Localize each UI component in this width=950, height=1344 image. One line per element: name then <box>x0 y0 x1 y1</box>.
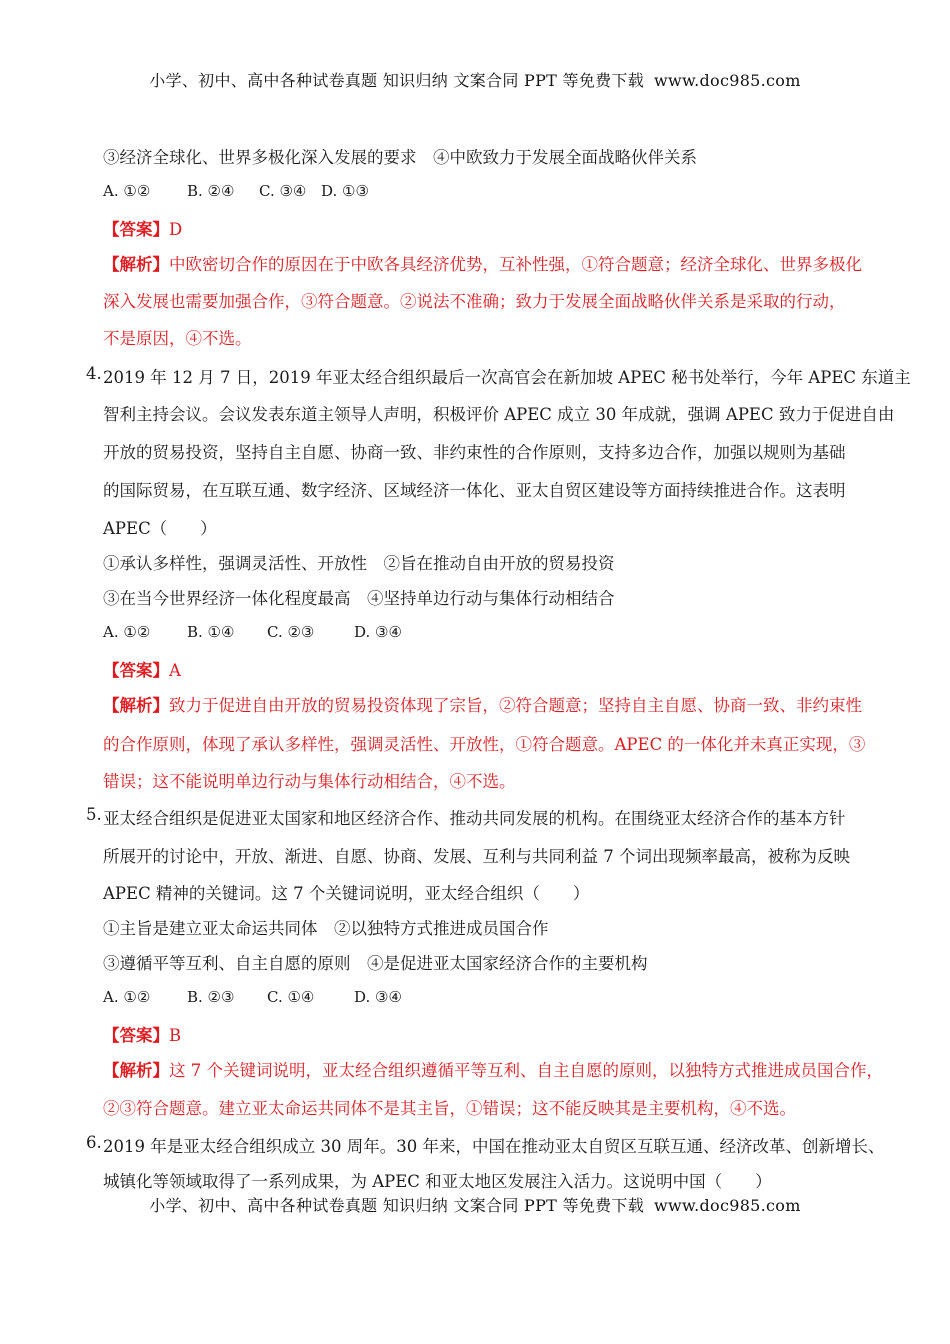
q4-statement-line-1: ①承认多样性，强调灵活性、开放性 ②旨在推动自由开放的贸易投资 <box>103 554 615 573</box>
q3-analysis-text-1: 中欧密切合作的原因在于中欧各具经济优势，互补性强，①符合题意；经济全球化、世界多极化 <box>169 255 862 274</box>
q4-answer <box>103 657 181 681</box>
q4-option-d: D. ③④ <box>354 623 402 641</box>
q3-option-d: D. ①③ <box>321 182 369 200</box>
q5-option-a: A. ①② <box>103 988 151 1006</box>
q6-stem-line-1 <box>86 1133 885 1157</box>
q4-option-a: A. ①② <box>103 623 151 641</box>
footer-text: 小学、初中、高中各种试卷真题 知识归纳 文案合同 PPT 等免费下载 <box>149 1196 645 1215</box>
footer-url[interactable]: www.doc985.com <box>654 1196 801 1215</box>
q5-answer-value: B <box>169 1026 182 1045</box>
q5-analysis-line-1 <box>103 1057 883 1081</box>
q3-option-c: C. ③④ <box>259 182 307 200</box>
q5-stem-line-3: APEC 精神的关键词。这 7 个关键词说明，亚太经合组织（ ） <box>103 884 590 903</box>
q5-stem-line-1 <box>86 805 846 829</box>
q4-option-b: B. ①④ <box>187 623 235 641</box>
q5-answer <box>103 1022 181 1046</box>
q6-stem-line-2: 城镇化等领域取得了一系列成果，为 APEC 和亚太地区发展注入活力。这说明中国（ ） <box>103 1172 772 1191</box>
q4-stem-line-2: 智利主持会议。会议发表东道主领导人声明，积极评价 APEC 成立 30 年成就，强调 APEC 致力于促进自由 <box>103 405 895 424</box>
q5-options <box>103 988 402 1006</box>
q4-options <box>103 623 402 641</box>
q4-analysis-line-2: 的合作原则，体现了承认多样性，强调灵活性、开放性，①符合题意。APEC 的一体化并未真正实现，③ <box>103 735 866 754</box>
q5-stem-line-2: 所展开的讨论中，开放、渐进、自愿、协商、发展、互利与共同利益 7 个词出现频率最高，被称为反映 <box>103 847 850 866</box>
q5-statement-line-1: ①主旨是建立亚太命运共同体 ②以独特方式推进成员国合作 <box>103 919 549 938</box>
header-url[interactable]: www.doc985.com <box>654 71 801 90</box>
header-text: 小学、初中、高中各种试卷真题 知识归纳 文案合同 PPT 等免费下载 <box>149 71 645 90</box>
page-header <box>0 68 950 91</box>
q4-answer-tag: 【答案】 <box>103 661 169 680</box>
q4-statement-line-2: ③在当今世界经济一体化程度最高 ④坚持单边行动与集体行动相结合 <box>103 589 615 608</box>
q4-stem-line-3: 开放的贸易投资，坚持自主自愿、协商一致、非约束性的合作原则，支持多边合作，加强以规则为基础 <box>103 443 846 462</box>
q4-analysis-line-1 <box>103 692 862 716</box>
q5-analysis-text-1: 这 7 个关键词说明，亚太经合组织遵循平等互利、自主自愿的原则，以独特方式推进成员国合作， <box>169 1061 883 1080</box>
q6-stem-text-1: 2019 年是亚太经合组织成立 30 周年。30 年来，中国在推动亚太自贸区互联互通、经济改革、创新增长、 <box>103 1137 885 1156</box>
q5-stem-text-1: 亚太经合组织是促进亚太国家和地区经济合作、推动共同发展的机构。在围绕亚太经济合作的基本方针 <box>103 809 846 828</box>
q3-analysis-line-2: 深入发展也需要加强合作，③符合题意。②说法不准确；致力于发展全面战略伙伴关系是采取的行动， <box>103 292 846 311</box>
q5-number: 5. <box>86 805 102 824</box>
q3-answer-tag: 【答案】 <box>103 220 169 239</box>
q4-analysis-text-1: 致力于促进自由开放的贸易投资体现了宗旨，②符合题意；坚持自主自愿、协商一致、非约束性 <box>169 696 862 715</box>
q3-answer-value: D <box>169 220 183 239</box>
q3-option-b: B. ②④ <box>187 182 235 200</box>
q4-stem-line-4: 的国际贸易，在互联互通、数字经济、区域经济一体化、亚太自贸区建设等方面持续推进合作。这表明 <box>103 481 846 500</box>
q4-number: 4. <box>86 364 102 383</box>
q3-analysis-tag: 【解析】 <box>103 255 169 274</box>
q5-analysis-line-2: ②③符合题意。建立亚太命运共同体不是其主旨，①错误；这不能反映其是主要机构，④不选。 <box>103 1099 796 1118</box>
q4-analysis-line-3: 错误；这不能说明单边行动与集体行动相结合，④不选。 <box>103 772 516 791</box>
q5-option-d: D. ③④ <box>354 988 402 1006</box>
page-footer <box>0 1193 950 1216</box>
q5-option-b: B. ②③ <box>187 988 235 1006</box>
q4-analysis-tag: 【解析】 <box>103 696 169 715</box>
q3-options <box>103 182 369 200</box>
q3-option-a: A. ①② <box>103 182 151 200</box>
q4-option-c: C. ②③ <box>267 623 315 641</box>
q4-stem-line-1 <box>86 364 911 388</box>
q3-analysis-line-3: 不是原因，④不选。 <box>103 329 252 348</box>
q3-analysis-line-1 <box>103 251 862 275</box>
q3-statement-line: ③经济全球化、世界多极化深入发展的要求 ④中欧致力于发展全面战略伙伴关系 <box>103 148 697 167</box>
q6-number: 6. <box>86 1133 102 1152</box>
q5-statement-line-2: ③遵循平等互利、自主自愿的原则 ④是促进亚太国家经济合作的主要机构 <box>103 954 648 973</box>
q5-option-c: C. ①④ <box>267 988 315 1006</box>
q4-answer-value: A <box>169 661 181 680</box>
q5-analysis-tag: 【解析】 <box>103 1061 169 1080</box>
q3-answer <box>103 216 182 240</box>
q5-answer-tag: 【答案】 <box>103 1026 169 1045</box>
q4-stem-line-5: APEC（ ） <box>103 519 217 538</box>
q4-stem-text-1: 2019 年 12 月 7 日，2019 年亚太经合组织最后一次高官会在新加坡 APEC 秘书处举行，今年 APEC 东道主 <box>103 368 911 387</box>
